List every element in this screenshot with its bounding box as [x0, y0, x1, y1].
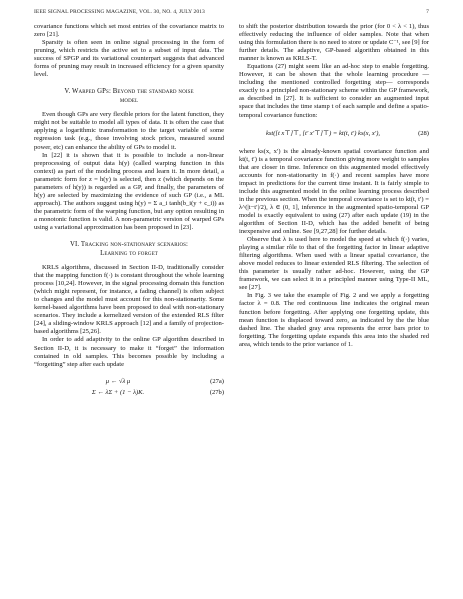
right-column — [239, 23, 429, 401]
paragraph: to shift the posterior distribution towards the prior (for 0 < λ < 1), thus effectively reducing the influence of older samples. Note that when using this formulation there is no need to store or update C⁻¹, see [9] for further details. The adaptive, GP-based algorithm obtained in this manner is known as KRLS-T. — [239, 23, 429, 63]
paragraph: Even though GPs are very flexible priors for the latent function, they might not be suitable to model all types of data. It is often the case that applying a logarithmic transformation to the target variable of some regression task (e.g., those involving stock prices, measured sound power, etc) can enhance the ability of GPs to model it. — [34, 111, 224, 151]
equation-number: (27a) — [210, 377, 224, 385]
section-heading-line: model — [119, 96, 139, 104]
equation-body: Σ ← λΣ + (1 − λ)K. — [91, 388, 145, 396]
paragraph: covariance functions which set most entries of the covariance matrix to zero [21]. — [34, 23, 224, 39]
equation-27b — [34, 387, 224, 398]
paragraph: Observe that λ is used here to model the speed at which f(·) varies, playing a similar rôle to that of the forgetting factor in linear adaptive filtering algorithms. When used with a linear spatial covariance, the above model reduces to linear extended RLS filtering. The selection of this parameter is usually rather ad-hoc. However, using the GP framework, we can select it in a principled manner using Type-II ML, see [27]. — [239, 236, 429, 292]
equation-number: (27b) — [209, 388, 224, 396]
paragraph: In [22] it is shown that it is possible to include a non-linear preprocessing of output data h(y) (called warping function in this context) as part of the modeling process and learn it. In more detail, a parametric form for z = h(y) is selected, then z (which depends on the parameters of h(y)) is regarded as a GP, and finally, the parameters of h(y) are selected by maximizing the evidence of such GP (i.e., a ML approach). The authors suggest using h(y) = Σ a_i tanh(b_i(y + c_i)) as the parametric form of the warping function, but any option resulting in a monotonic function is valid. A non-parametric version of warped GPs using a variational approximation has been proposed in [23]. — [34, 151, 224, 231]
paragraph: In order to add adaptivity to the online GP algorithm described in Section II-D, it is necessary to make it “forget” the information contained in old samples. This becomes possible by including a “forgetting” step after each update — [34, 336, 224, 368]
paragraph: In Fig. 3 we take the example of Fig. 2 and we apply a forgetting factor λ = 0.8. The red continuous line indicates the original mean function before forgetting. After applying one forgetting update, this mean function is displaced toward zero, as indicated by the the blue dashed line. The shaded gray area represents the error bars prior to forgetting. The forgetting update expands this area into the shaded red area, which tends to the prior variance of 1. — [239, 292, 429, 348]
paragraph: KRLS algorithms, discussed in Section II-D, traditionally consider that the mapping function f(·) is constant throughout the whole learning process [10,24]. However, in the signal processing domain this function (which might represent, for instance, a fading channel) is often subject to changes and the model must account for this non-stationarity. Some kernel-based algorithms have been proposed to deal with non-stationary scenarios. They include a kernelized version of the extended RLS filter [24], a sliding-window KRLS approach [12] and a family of projection-based algorithms [25,26]. — [34, 264, 224, 336]
section-heading-non-stationary — [34, 241, 224, 258]
section-heading-warped-gps — [34, 88, 224, 105]
equation-27 — [34, 376, 224, 398]
section-heading-line: Learning to forget — [100, 249, 158, 257]
section-heading-line: VI. Tracking non-stationary scenarios: — [69, 241, 189, 249]
two-column-body — [34, 23, 429, 401]
equation-number: (28) — [418, 129, 429, 137]
equation-body: kst([t x⊤]⊤, [t′ x′⊤]⊤) = kt(t, t′) ks(x, x′), — [265, 129, 381, 137]
equation-body: μ ← √λ μ — [105, 377, 131, 385]
page-number: 7 — [426, 9, 429, 15]
paragraph: Sparsity is often seen in online signal processing in the form of pruning, which restricts the active set to a subset of input data. The success of SPGP and its variational counterpart suggests that advanced forms of pruning may result in increased efficiency for a given sparsity level. — [34, 39, 224, 79]
equation-28 — [239, 129, 429, 139]
paragraph: where ks(x, x′) is the already-known spatial covariance function and kt(t, t′) is a temporal covariance function giving more weight to samples that are closer in time. Inference on this augmented model effectively accounts for non-stationarity in f(·) and recent samples have more impact in predictions for the current time instant. It is fairly simple to include this augmented model in the online learning process described in the previous section. When the temporal covariance is set to kt(t, t′) = λ^(|t−t′|/2), λ ∈ (0, 1], inference in the augmented spatio-temporal GP model is exactly equivalent to using (27) after each update (19) in the algorithm of Section II-D, which has the added benefit of being inexpensive and online. See [9,27,28] for further details. — [239, 147, 429, 236]
journal-header: IEEE SIGNAL PROCESSING MAGAZINE, VOL. 30, NO. 4, JULY 2013 — [34, 9, 205, 15]
running-header — [34, 9, 429, 19]
equation-27a — [34, 376, 224, 387]
left-column — [34, 23, 224, 401]
section-heading-line: V. Warped GPs: Beyond the standard noise — [64, 88, 194, 96]
paragraph: Equations (27) might seem like an ad-hoc step to enable forgetting. However, it can be shown that the whole learning procedure —including the mentioned controlled forgetting step— corresponds exactly to a principled non-stationary scheme within the GP framework, as described in [27]. It is sufficient to consider an augmented input space that includes the time stamp t of each sample and define a spatio-temporal covariance function: — [239, 63, 429, 119]
